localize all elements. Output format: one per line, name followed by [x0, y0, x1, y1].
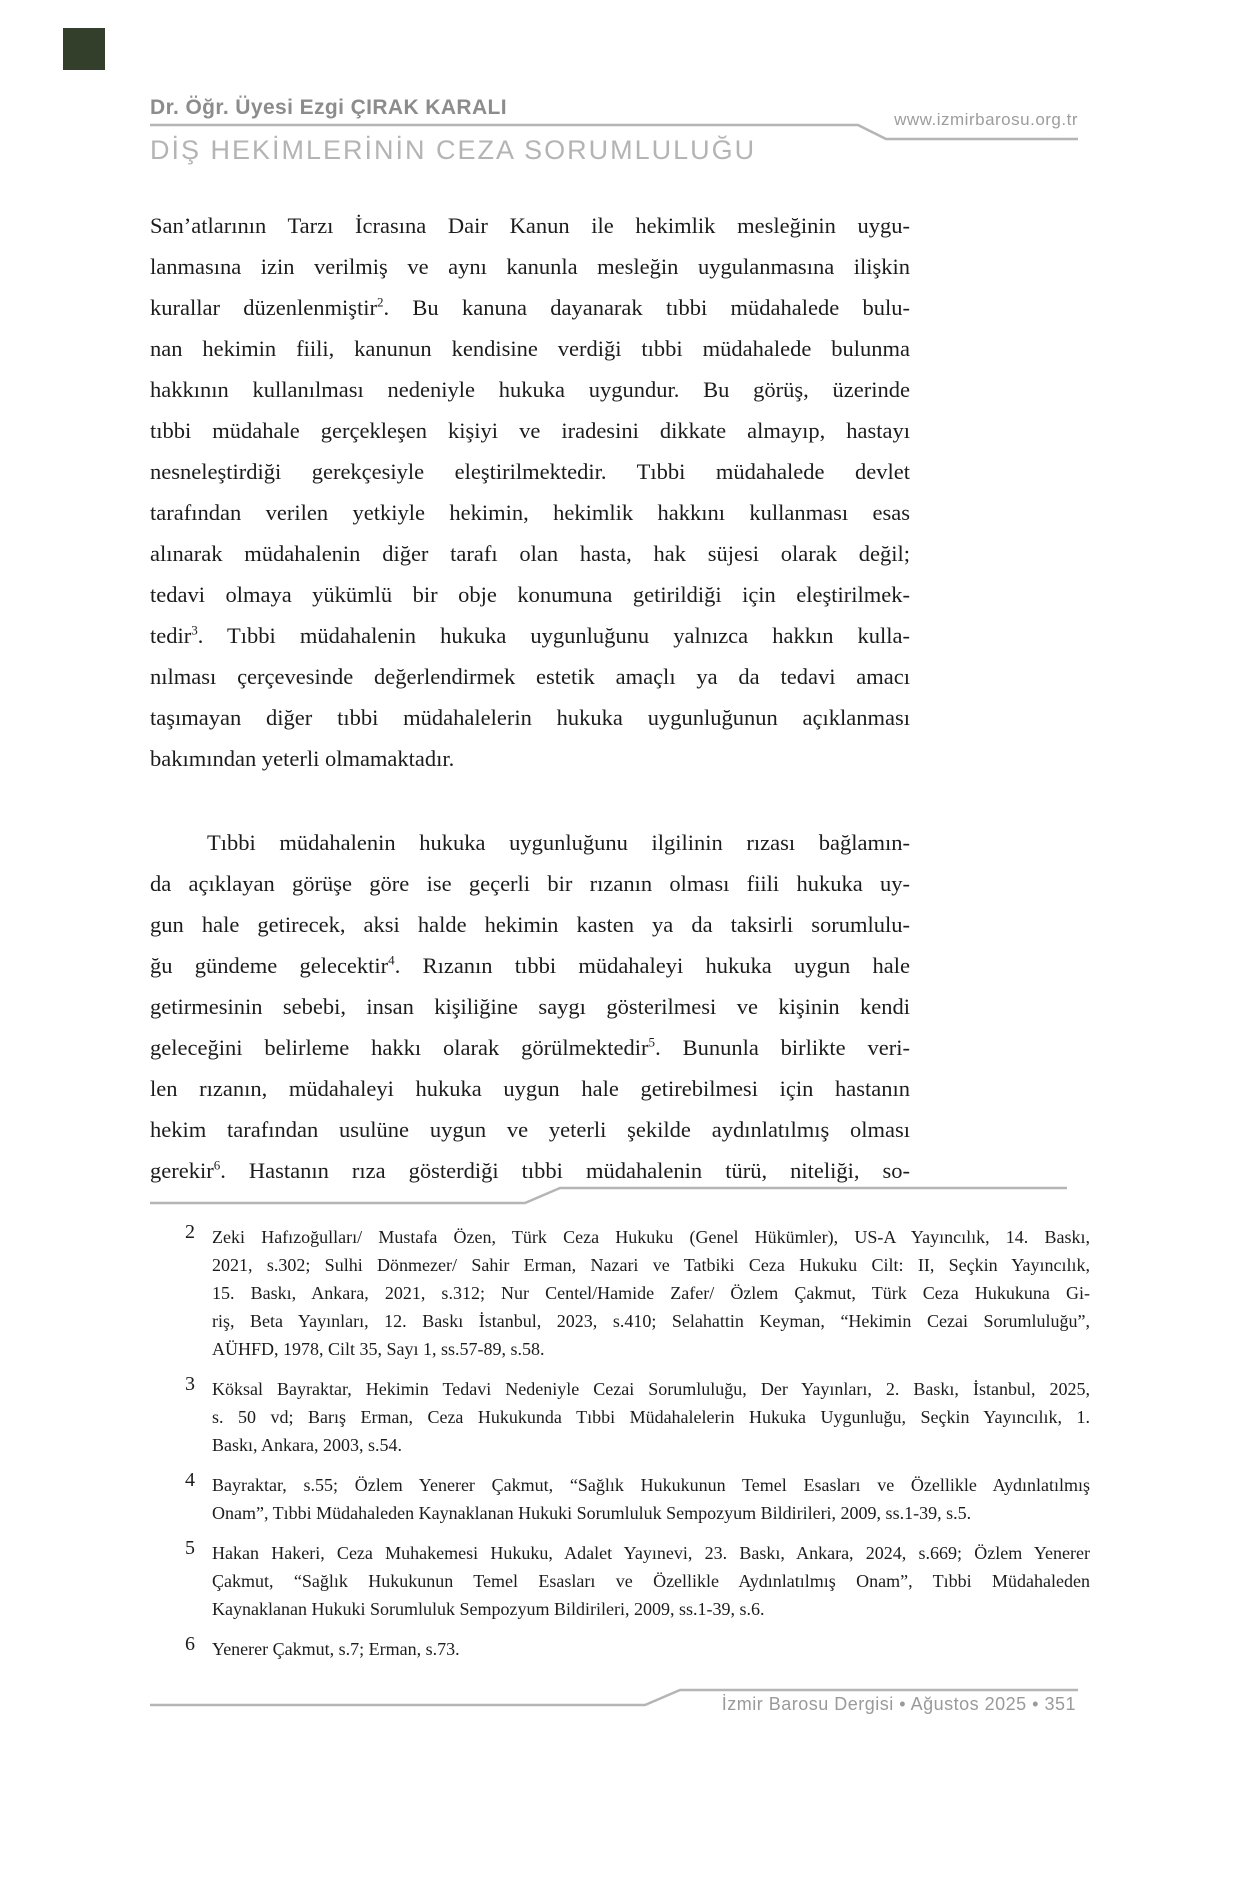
footnote-line: Yenerer Çakmut, s.7; Erman, s.73. — [212, 1639, 460, 1659]
body-line: lanmasına izin verilmiş ve aynı kanunla mesleğin uygulanmasına ilişkin — [150, 254, 910, 279]
corner-square-logo — [63, 28, 105, 70]
body-line: nesneleştirdiği gerekçesiyle eleştirilmektedir. Tıbbi müdahalede devlet — [150, 459, 910, 484]
body-line: tedir$^3$. Tıbbi müdahalenin hukuka uygunluğunu yalnızca hakkın kulla- — [150, 622, 910, 648]
footnote-line: Kaynaklanan Hukuki Sorumluluk Sempozyum Bildirileri, 2009, ss.1-39, s.6. — [212, 1599, 765, 1619]
body-line: nılması çerçevesinde değerlendirmek estetik amaçlı ya da tedavi amacı — [150, 664, 910, 689]
footnote-item — [185, 1633, 1090, 1663]
body-line: tıbbi müdahale gerçekleşen kişiyi ve iradesini dikkate almayıp, hastayı — [150, 418, 910, 443]
footnote-item — [185, 1221, 1090, 1363]
footnote-line: Bayraktar, s.55; Özlem Yenerer Çakmut, “Sağlık Hukukunun Temel Esasları ve Özellikle Aydınlatılmış — [212, 1475, 1090, 1495]
footnote-line: Çakmut, “Sağlık Hukukunun Temel Esasları ve Özellikle Aydınlatılmış Onam”, Tıbbi Müdahaleden — [212, 1571, 1090, 1591]
footnote-line: AÜHFD, 1978, Cilt 35, Sayı 1, ss.57-89, s.58. — [212, 1339, 545, 1359]
footnote-reference: 4 — [388, 952, 395, 968]
body-line: taşımayan diğer tıbbi müdahalelerin hukuka uygunluğunun açıklanması — [150, 705, 910, 730]
footnote-item — [185, 1469, 1090, 1527]
footnote-line: riş, Beta Yayınları, 12. Baskı İstanbul, 2023, s.410; Selahattin Keyman, “Hekimin Cezai Sorumluluğu”, — [212, 1311, 1090, 1331]
footnote-item — [185, 1373, 1090, 1459]
body-line: len rızanın, müdahaleyi hukuka uygun hale getirebilmesi için hastanın — [150, 1076, 910, 1101]
footnote-item — [185, 1537, 1090, 1623]
journal-website: www.izmirbarosu.org.tr — [894, 110, 1078, 129]
body-line: San’atlarının Tarzı İcrasına Dair Kanun ile hekimlik mesleğinin uygu- — [150, 213, 910, 238]
footnote-reference: 3 — [191, 622, 198, 638]
body-line: Tıbbi müdahalenin hukuka uygunluğunu ilgilinin rızası bağlamın- — [207, 830, 910, 855]
footnote-number: 4 — [185, 1469, 195, 1491]
body-line: hakkının kullanılması nedeniyle hukuka uygundur. Bu görüş, üzerinde — [150, 377, 910, 402]
footnote-line: Hakan Hakeri, Ceza Muhakemesi Hukuku, Adalet Yayınevi, 23. Baskı, Ankara, 2024, s.669; Özlem Yenerer — [212, 1543, 1090, 1563]
body-line: tarafından verilen yetkiyle hekimin, hekimlik hakkını kullanması esas — [150, 500, 910, 525]
body-line: bakımından yeterli olmamaktadır. — [150, 746, 455, 771]
footnotes-section — [185, 1221, 1090, 1675]
footnote-reference: 5 — [648, 1034, 656, 1050]
footnote-number: 6 — [185, 1633, 195, 1655]
footnote-line: Onam”, Tıbbi Müdahaleden Kaynaklanan Hukuki Sorumluluk Sempozyum Bildirileri, 2009, ss.1-39, s.5. — [212, 1503, 972, 1523]
body-line: tedavi olmaya yükümlü bir obje konumuna getirildiği için eleştirilmek- — [150, 582, 910, 607]
footnote-line: 15. Baskı, Ankara, 2021, s.312; Nur Centel/Hamide Zafer/ Özlem Çakmut, Türk Ceza Hukukuna Gi- — [212, 1283, 1090, 1303]
footnote-line: s. 50 vd; Barış Erman, Ceza Hukukunda Tıbbi Müdahalelerin Hukuka Uygunluğu, Seçkin Yayıncılık, 1. — [212, 1407, 1090, 1427]
body-line: gun hale getirecek, aksi halde hekimin kasten ya da taksirli sorumlulu- — [150, 912, 910, 937]
body-line: nan hekimin fiili, kanunun kendisine verdiği tıbbi müdahalede bulunma — [150, 336, 910, 361]
body-line: kurallar düzenlenmiştir$^2$. Bu kanuna dayanarak tıbbi müdahalede bulu- — [150, 294, 910, 320]
body-line: hekim tarafından usulüne uygun ve yeterli şekilde aydınlatılmış olması — [150, 1117, 910, 1142]
body-line: geleceğini belirleme hakkı olarak görülmektedir$^5$. Bununla birlikte veri- — [150, 1034, 911, 1060]
body-line: gerekir$^6$. Hastanın rıza gösterdiği tıbbi müdahalenin türü, niteliği, so- — [150, 1157, 910, 1183]
footnote-reference: 6 — [213, 1157, 221, 1173]
footnote-reference: 2 — [376, 294, 384, 310]
footnote-line: Zeki Hafızoğulları/ Mustafa Özen, Türk Ceza Hukuku (Genel Hükümler), US-A Yayıncılık, 14. Baskı, — [212, 1227, 1090, 1247]
body-paragraph-2 — [150, 822, 910, 1191]
body-line: getirmesinin sebebi, insan kişiliğine saygı gösterilmesi ve kişinin kendi — [150, 994, 910, 1019]
author-name: Dr. Öğr. Üyesi Ezgi ÇIRAK KARALI — [150, 96, 508, 119]
body-line: alınarak müdahalenin diğer tarafı olan hasta, hak süjesi olarak değil; — [150, 541, 910, 566]
page-footer: İzmir Barosu Dergisi • Ağustos 2025 • 351 — [721, 1694, 1076, 1714]
footnote-line: Baskı, Ankara, 2003, s.54. — [212, 1435, 402, 1455]
footnote-number: 3 — [185, 1373, 195, 1395]
footnote-number: 5 — [185, 1537, 195, 1559]
body-line: da açıklayan görüşe göre ise geçerli bir rızanın olması fiili hukuka uy- — [150, 871, 910, 896]
body-line: ğu gündeme gelecektir$^4$. Rızanın tıbbi müdahaleyi hukuka uygun hale — [150, 952, 910, 978]
footnote-line: Köksal Bayraktar, Hekimin Tedavi Nedeniyle Cezai Sorumluluğu, Der Yayınları, 2. Baskı, İstanbul, 2025, — [212, 1379, 1090, 1399]
footnote-number: 2 — [185, 1221, 195, 1243]
body-paragraph-1 — [150, 205, 910, 779]
footnote-line: 2021, s.302; Sulhi Dönmezer/ Sahir Erman, Nazari ve Tatbiki Ceza Hukuku Cilt: II, Seçkin Yayıncılık, — [212, 1255, 1090, 1275]
article-title: DİŞ HEKİMLERİNİN CEZA SORUMLULUĞU — [150, 135, 757, 165]
